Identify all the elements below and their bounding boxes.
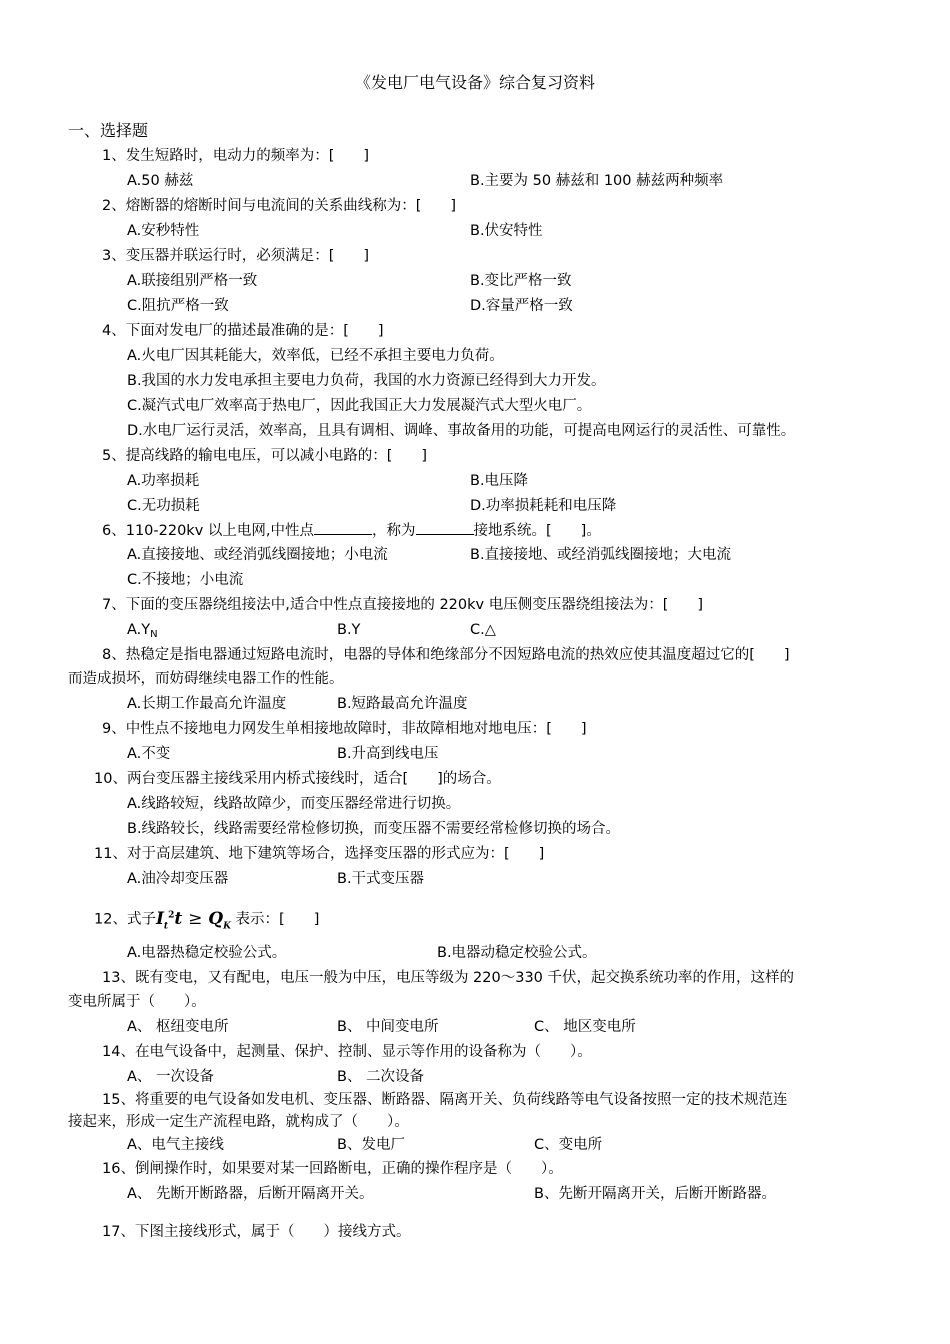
- question-6: [102, 520, 601, 540]
- q7-option-a-text: A.Y: [127, 622, 151, 638]
- question-15-continued: 接起来，形成一定生产流程电路，就构成了（ ）。: [68, 1114, 409, 1130]
- q6-blank-1: [314, 520, 372, 535]
- question-17: 17、下图主接线形式，属于（ ）接线方式。: [102, 1224, 411, 1240]
- q11-option-b: B.干式变压器: [337, 871, 425, 887]
- q7-option-b: B.Y: [337, 622, 361, 638]
- q12-formula-q-sub: K: [223, 921, 231, 932]
- q15-option-b: B、发电厂: [337, 1137, 405, 1153]
- page-title: 《发电厂电气设备》综合复习资料: [354, 73, 595, 92]
- question-9: 9、中性点不接地电力网发生单相接地故障时，非故障相地对地电压：[ ]: [102, 721, 587, 737]
- question-10: 10、两台变压器主接线采用内桥式接线时，适合[ ]的场合。: [94, 771, 501, 787]
- q13-option-b: B、 中间变电所: [337, 1019, 439, 1035]
- question-16: 16、倒闸操作时，如果要对某一回路断电，正确的操作程序是（ ）。: [102, 1161, 563, 1177]
- q12-formula-geq: ≥: [188, 908, 203, 929]
- question-3: 3、变压器并联运行时，必须满足：[ ]: [102, 248, 370, 264]
- q13-option-c: C、 地区变电所: [534, 1019, 636, 1035]
- q12-option-a: A.电器热稳定校验公式。: [127, 945, 287, 961]
- q14-option-a: A、 一次设备: [127, 1069, 215, 1085]
- q4-option-a: A.火电厂因其耗能大，效率低，已经不承担主要电力负荷。: [127, 348, 504, 364]
- question-5: 5、提高线路的输电电压，可以减小电路的：[ ]: [102, 448, 428, 464]
- q4-option-c: C.凝汽式电厂效率高于热电厂，因此我国正大力发展凝汽式大型火电厂。: [127, 398, 592, 414]
- q5-option-a: A.功率损耗: [127, 473, 200, 489]
- q8-option-b: B.短路最高允许温度: [337, 696, 468, 712]
- q6-blank-2: [416, 520, 474, 535]
- q7-option-c: C.△: [470, 622, 496, 638]
- q7-option-a-sub: N: [150, 629, 158, 640]
- q16-option-b: B、先断开隔离开关，后断开断路器。: [534, 1186, 776, 1202]
- q8-option-a: A.长期工作最高允许温度: [127, 696, 287, 712]
- q10-option-b: B.线路较长，线路需要经常检修切换，而变压器不需要经常检修切换的场合。: [127, 821, 621, 837]
- q9-option-a: A.不变: [127, 746, 171, 762]
- question-14: 14、在电气设备中，起测量、保护、控制、显示等作用的设备称为（ ）。: [102, 1044, 592, 1060]
- q6-text-pre: 6、110-220kv 以上电网,中性点: [102, 523, 315, 539]
- question-15: 15、将重要的电气设备如发电机、变压器、断路器、隔离开关、负荷线路等电气设备按照一定的技术规范连: [102, 1092, 788, 1108]
- question-11: 11、对于高层建筑、地下建筑等场合，选择变压器的形式应为：[ ]: [94, 846, 545, 862]
- q14-option-b: B、 二次设备: [337, 1069, 425, 1085]
- q12-option-b: B.电器动稳定校验公式。: [437, 945, 597, 961]
- q15-option-a: A、电气主接线: [127, 1137, 224, 1153]
- q6-text-post: 接地系统。[ ]。: [473, 523, 601, 539]
- q13-option-a: A、 枢纽变电所: [127, 1019, 229, 1035]
- question-2: 2、熔断器的熔断时间与电流间的关系曲线称为：[ ]: [102, 198, 457, 214]
- section-heading: 一、选择题: [68, 121, 149, 140]
- q3-option-c: C.阻抗严格一致: [127, 298, 229, 314]
- q3-option-a: A.联接组别严格一致: [127, 273, 258, 289]
- question-13: 13、既有变电，又有配电，电压一般为中压，电压等级为 220～330 千伏，起交换系统功率的作用，这样的: [102, 970, 795, 986]
- q6-option-b: B.直接接地、或经消弧线圈接地；大电流: [470, 547, 732, 563]
- q12-formula-sup: 2: [168, 910, 175, 920]
- q11-option-a: A.油冷却变压器: [127, 871, 229, 887]
- question-8-continued: 而造成损坏，而妨碍继续电器工作的性能。: [68, 671, 344, 687]
- q12-text-post: 表示：[ ]: [235, 911, 320, 928]
- question-7: 7、下面的变压器绕组接法中,适合中性点直接接地的 220kv 电压侧变压器绕组接法为：[ ]: [102, 597, 704, 613]
- q9-option-b: B.升高到线电压: [337, 746, 439, 762]
- q4-option-d: D.水电厂运行灵活，效率高，且具有调相、调峰、事故备用的功能，可提高电网运行的灵活性、可靠性。: [127, 423, 796, 439]
- q16-option-a: A、 先断开断路器，后断开隔离开关。: [127, 1186, 374, 1202]
- q1-option-b: B.主要为 50 赫兹和 100 赫兹两种频率: [470, 173, 724, 189]
- question-4: 4、下面对发电厂的描述最准确的是：[ ]: [102, 323, 384, 339]
- q12-formula-i: I: [155, 908, 164, 929]
- q12-formula-i-sub: t: [163, 921, 169, 932]
- q1-option-a: A.50 赫兹: [127, 173, 194, 189]
- q2-option-a: A.安秒特性: [127, 223, 200, 239]
- q5-option-c: C.无功损耗: [127, 498, 200, 514]
- q12-formula-t: t: [174, 908, 183, 929]
- question-12: [94, 903, 319, 931]
- q7-option-a: [127, 620, 158, 640]
- question-1: 1、发生短路时，电动力的频率为：[ ]: [102, 148, 370, 164]
- q3-option-d: D.容量严格一致: [470, 298, 573, 314]
- q6-text-mid: ，称为: [372, 523, 416, 539]
- q6-option-c: C.不接地；小电流: [127, 572, 244, 588]
- q3-option-b: B.变比严格一致: [470, 273, 572, 289]
- q10-option-a: A.线路较短，线路故障少，而变压器经常进行切换。: [127, 796, 461, 812]
- q12-formula: [155, 908, 231, 932]
- q12-formula-q: Q: [208, 908, 224, 929]
- q2-option-b: B.伏安特性: [470, 223, 543, 239]
- question-8: 8、热稳定是指电器通过短路电流时，电器的导体和绝缘部分不因短路电流的热效应使其温度超过它的[ ]: [102, 647, 790, 663]
- q12-text-pre: 12、式子: [94, 911, 156, 928]
- question-13-continued: 变电所属于（ ）。: [68, 994, 206, 1010]
- q4-option-b: B.我国的水力发电承担主要电力负荷，我国的水力资源已经得到大力开发。: [127, 373, 606, 389]
- q5-option-d: D.功率损耗耗和电压降: [470, 498, 617, 514]
- q6-option-a: A.直接接地、或经消弧线圈接地；小电流: [127, 547, 388, 563]
- q15-option-c: C、变电所: [534, 1137, 603, 1153]
- q5-option-b: B.电压降: [470, 473, 529, 489]
